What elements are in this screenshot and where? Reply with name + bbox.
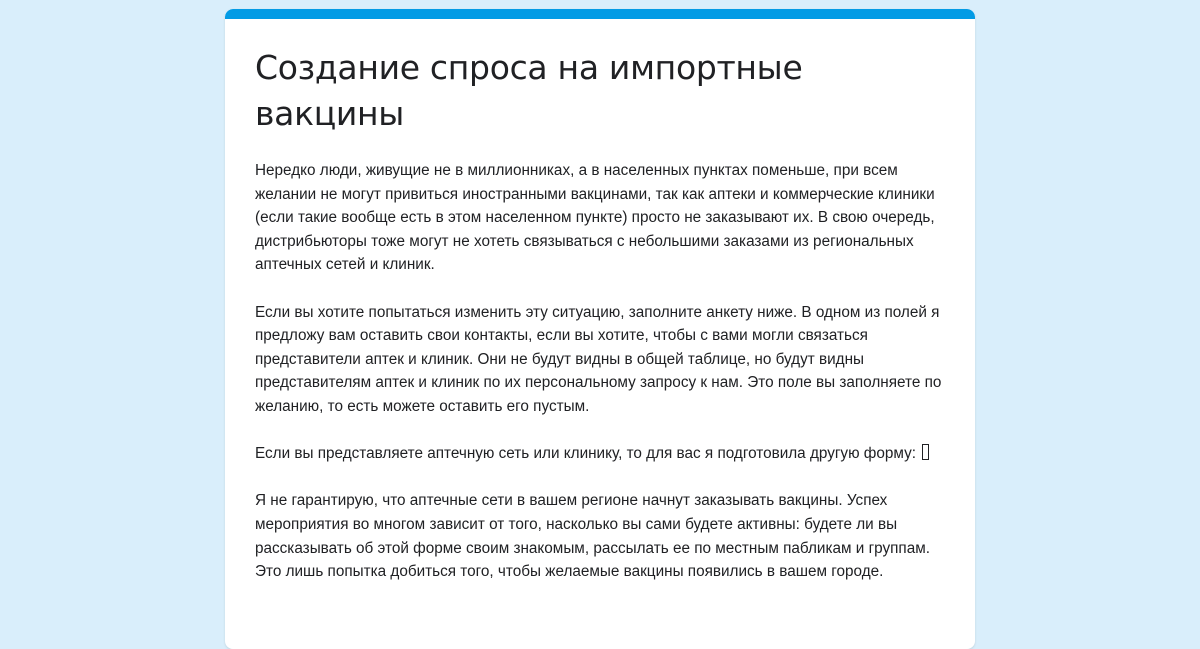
card-accent-bar [225, 9, 975, 19]
form-header-card [225, 9, 975, 649]
description-paragraph-4: Я не гарантирую, что аптечные сети в вашем регионе начнут заказывать вакцины. Успех мероприятия во многом зависит от того, насколько вы сами будете активны: будете ли вы рассказывать об этой форме своим знакомым, рассылать ее по местным пабликам и группам. Это лишь попытка добиться того, чтобы желаемые вакцины появились в вашем городе. [255, 492, 930, 581]
description-paragraph-1: Нередко люди, живущие не в миллионниках, а в населенных пунктах поменьше, при всем желании не могут привиться иностранными вакцинами, так как аптеки и коммерческие клиники (если такие вообще есть в этом населенном пункте) просто не заказывают их. В свою очередь, дистрибьюторы тоже могут не хотеть связываться с небольшими заказами из региональных аптечных сетей и клиник. [255, 162, 935, 274]
description-paragraph-3 [255, 442, 950, 466]
form-description [255, 159, 950, 584]
card-content [225, 19, 975, 584]
form-title: Создание спроса на импортные вакцины [255, 48, 803, 133]
description-paragraph-3-text: Если вы представляете аптечную сеть или клинику, то для вас я подготовила другую форму: [255, 445, 916, 463]
description-paragraph-2: Если вы хотите попытаться изменить эту ситуацию, заполните анкету ниже. В одном из полей я предложу вам оставить свои контакты, если вы хотите, чтобы с вами могли связаться представители аптек и клиник. Они не будут видны в общей таблице, но будут видны представителям аптек и клиник по их персональному запросу к нам. Это поле вы заполняете по желанию, то есть можете оставить его пустым. [255, 303, 942, 415]
link-placeholder-icon[interactable] [922, 444, 929, 460]
